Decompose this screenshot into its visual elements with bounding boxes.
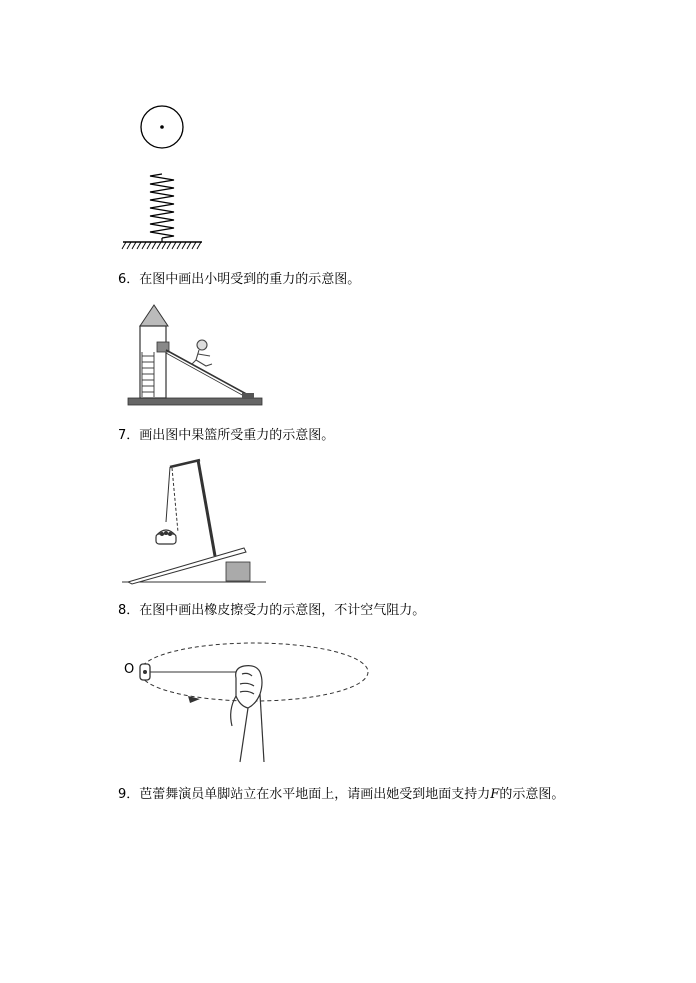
tower-roof [140, 305, 168, 326]
string [166, 467, 170, 522]
ball-center [160, 125, 164, 129]
question-text-before: 芭蕾舞演员单脚站立在水平地面上，请画出她受到地面支持力 [139, 787, 491, 802]
question-6 [118, 270, 360, 290]
vertical-dashed [172, 468, 178, 532]
question-text: 在图中画出小明受到的重力的示意图。 [139, 272, 361, 287]
question-text-after: 的示意图。 [499, 787, 565, 802]
child [192, 340, 212, 366]
crossbar [170, 460, 200, 467]
spring [150, 174, 174, 238]
support-block [226, 562, 250, 581]
slide-figure [126, 300, 266, 410]
question-number: 9． [118, 787, 140, 802]
question-number: 7． [118, 428, 140, 443]
question-8 [118, 601, 425, 621]
pivot-label: O [124, 662, 135, 677]
slide-base [128, 398, 262, 405]
question-number: 6． [118, 272, 140, 287]
pole [198, 460, 215, 556]
ball-spring-figure [118, 100, 208, 255]
question-text: 在图中画出橡皮擦受力的示意图，不计空气阻力。 [139, 603, 426, 618]
question-number: 8． [118, 603, 140, 618]
question-text: 画出图中果篮所受重力的示意图。 [139, 428, 335, 443]
question-7 [118, 426, 334, 446]
slide-ramp [166, 350, 250, 396]
fruit-basket [156, 530, 176, 544]
hand [231, 666, 264, 762]
force-variable: F [490, 787, 500, 802]
question-9 [118, 776, 588, 814]
slide-end [242, 393, 254, 398]
eraser-circle-figure [136, 638, 372, 766]
basket-figure [118, 452, 270, 586]
